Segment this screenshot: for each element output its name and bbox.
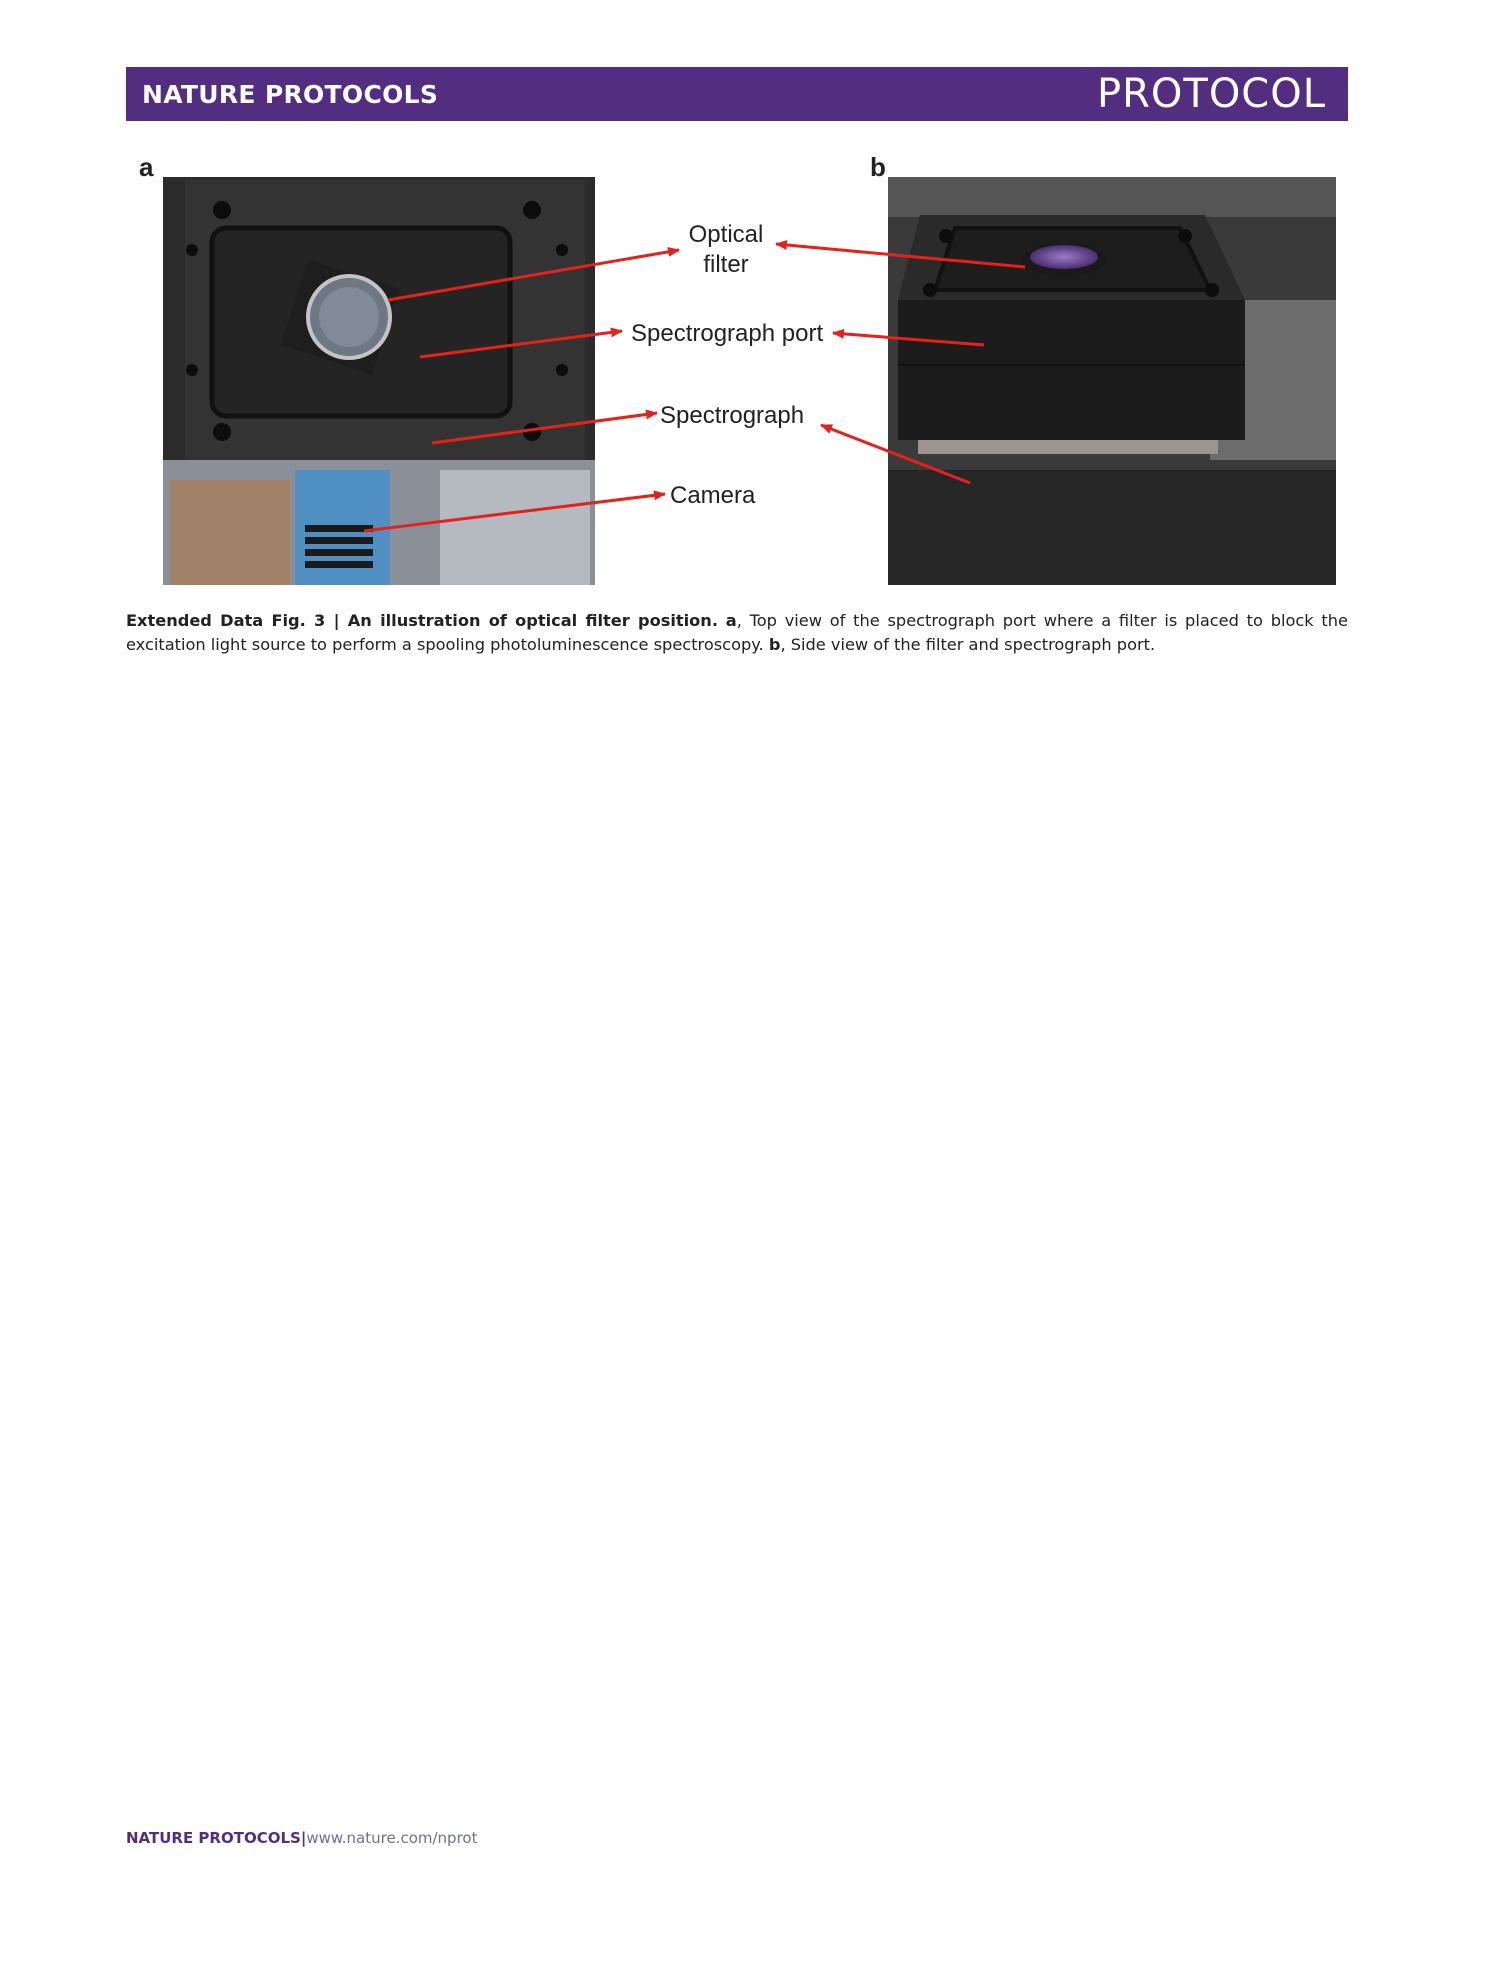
footer-journal: NATURE PROTOCOLS [126,1829,301,1847]
page-footer [126,1829,477,1847]
footer-url-link[interactable]: www.nature.com/nprot [306,1829,478,1847]
caption-lead: Extended Data Fig. 3 | An illustration of optical filter position. [126,611,718,630]
caption-b-text: , Side view of the filter and spectrograph port. [780,635,1156,654]
figure-extended-data-3 [0,0,1489,600]
caption-a-label: a [725,611,737,630]
journal-name: NATURE PROTOCOLS [142,80,439,109]
caption-b-label: b [768,635,781,654]
photo-top-view-icon [163,177,595,585]
article-type: PROTOCOL [1096,71,1326,117]
figure-caption [126,609,1348,657]
photo-side-view-icon [888,177,1336,585]
label-optical-line1: Optical [688,221,764,248]
label-optical-line2: filter [703,251,749,278]
label-spectrograph-port: Spectrograph port [631,320,824,347]
panel-label-b: b [870,152,886,182]
footer-separator: | [300,1829,307,1847]
label-spectrograph: Spectrograph [660,402,805,429]
panel-label-a: a [139,152,154,182]
label-camera: Camera [670,482,756,509]
caption-a-text: , Top view of the spectrograph port where a filter is placed to block the excitation light source to perform a spooling photoluminescence spectroscopy. [126,611,1348,654]
